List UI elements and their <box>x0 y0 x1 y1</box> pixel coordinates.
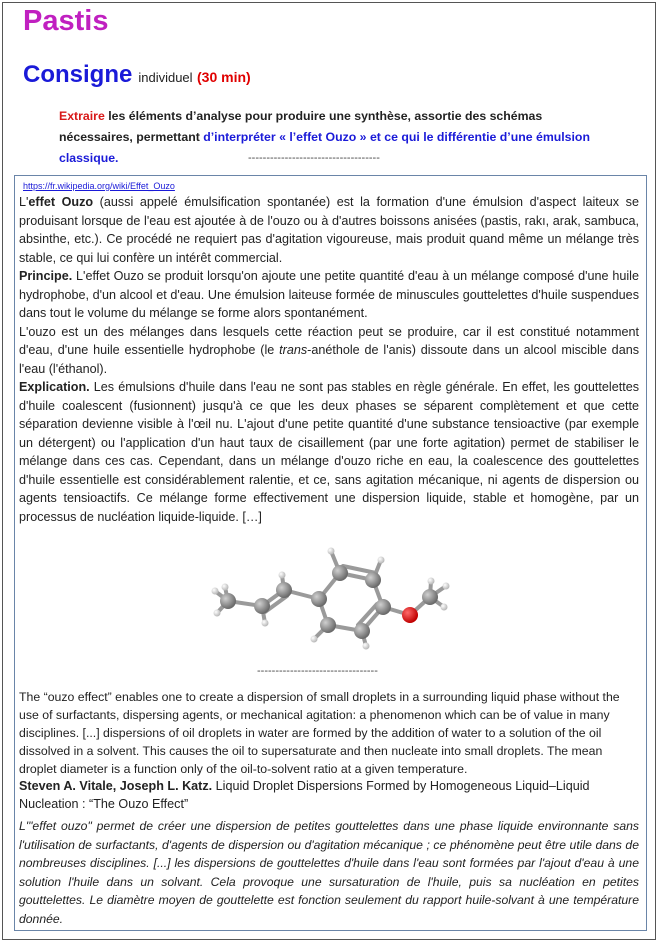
explication-text: Les émulsions d'huile dans l'eau ne sont pas stables en règle générale. En effet, les gouttelettes d'huile coalescent (fusionnent) jusqu'à ce que les deux phases se séparent complètement et que cette séparation devienne visible à l'œil nu. L'ajout d'une petite quantité d'une substance tensioactive (par exemple un détergent) ou l'application d'un haut taux de cisaillement (par une forte agitation) permet de stabiliser le mélange dans ces cas. Cependant, dans un mélange d'ouzo riche en eau, la coalescence des gouttelettes d'huile essentielle est considérablement ralentie, et ce, sans agitation mécanique, ni agents de dispersion ou agents tensioactifs. Ce mélange forme effectivement une dispersion liquide, stable et homogène, par un processus de nucléation liquide-liquide. […] <box>19 380 639 524</box>
hydrogen-atoms <box>212 548 450 650</box>
principe-paragraph <box>19 267 639 323</box>
instruction-part1: les éléments d’analyse pour produire une synthèse, assortie des schémas nécessaires, permettant <box>59 109 543 144</box>
consigne-mode: individuel <box>138 70 193 85</box>
explication-label: Explication. <box>19 380 90 394</box>
source-link[interactable]: https://fr.wikipedia.org/wiki/Effet_Ouzo <box>23 181 175 191</box>
english-quote-text: The “ouzo effect” enables one to create a dispersion of small droplets in a surrounding liquid phase without the use of surfactants, dispersing agents, or mechanical agitation: a phenomenon which can be of value in many disciplines. [...] dispersions of oil droplets in water are formed by the addition of water to a solution of the oil dissolved in a solvent. This causes the oil to supersaturate and then nucleate into small droplets. The mean droplet diameter is a function only of the oil-to-solvent ratio at a given temperature. <box>19 690 620 776</box>
ouzo-paragraph <box>19 323 639 379</box>
ouzo-text-b: -anéthole de l'anis) dissoute dans un alcool miscible dans l'eau (l'éthanol). <box>19 343 639 376</box>
page-title: Pastis <box>23 5 109 37</box>
explication-paragraph <box>19 378 639 526</box>
molecule-icon <box>205 543 475 655</box>
separator-top: ------------------------------------ <box>248 152 380 164</box>
citation <box>19 777 639 813</box>
english-quote <box>19 688 639 778</box>
instruction-part2: d’interpréter « l’effet Ouzo » et ce qui le différentie d’une émulsion classique. <box>59 130 590 165</box>
consigne-duration: (30 min) <box>197 69 251 85</box>
citation-authors: Steven A. Vitale, Joseph L. Katz. <box>19 779 213 793</box>
intro-paragraph <box>19 193 639 267</box>
ouzo-text-a: L'ouzo est un des mélanges dans lesquels cette réaction peut se produire, car il est constitué notamment d'eau, d'une huile essentielle hydrophobe (le <box>19 324 639 357</box>
instruction-verb: Extraire <box>59 109 105 123</box>
principe-text: L'effet Ouzo se produit lorsqu'on ajoute une petite quantité d'eau à un mélange composé d'une huile hydrophobe, d'un alcool et d'eau. Une émulsion laiteuse formée de minuscules gouttelettes d'huile suspendues dans tout le volume du mélange se forme alors spontanément. <box>19 269 639 320</box>
oxygen-atom <box>402 607 418 623</box>
principe-label: Principe. <box>19 269 73 283</box>
term-effet-ouzo: effet Ouzo <box>28 195 94 209</box>
intro-text: (aussi appelé émulsification spontanée) est la formation d'une émulsion d'aspect laiteux se produisant lorsque de l'eau est ajoutée à de l'ouzo ou à d'autres boissons anisées (pastis, rakı, arak, sambuca, absinthe, etc.). Ce procédé ne requiert pas d'agitation vigoureuse, mais produit quand même un mélange très stable, ce qui lui confère un intérêt commercial. <box>19 195 639 265</box>
separator-middle: --------------------------------- <box>257 665 378 677</box>
french-translation: L'"effet ouzo" permet de créer une dispersion de petites gouttelettes dans une phase liquide environnante sans l'utilisation de surfactants, d'agents de dispersion ou d'agitation mécanique ; ce phénomène peut être utile dans de nombreuses disciplines. [...] les dispersions de gouttelettes d'huile dans l'eau sont formées par l'ajout d'eau à une solution l'huile dans un solvant. Cela provoque une sursaturation de l'huile, puis sa nucléation en petites gouttelettes. Le diamètre moyen de gouttelette est fonction seulement du rapport huile-solvant à une température donnée. <box>19 819 639 926</box>
trans-term: trans <box>279 343 308 357</box>
intro-prefix: L' <box>19 195 29 209</box>
citation-title: Liquid Droplet Dispersions Formed by Homogeneous Liquid–Liquid Nucleation : “The Ouzo Effect” <box>19 779 590 811</box>
consigne-heading <box>23 60 251 93</box>
wikipedia-excerpt <box>19 193 639 526</box>
carbon-atoms <box>220 565 438 639</box>
consigne-label: Consigne <box>23 61 133 88</box>
